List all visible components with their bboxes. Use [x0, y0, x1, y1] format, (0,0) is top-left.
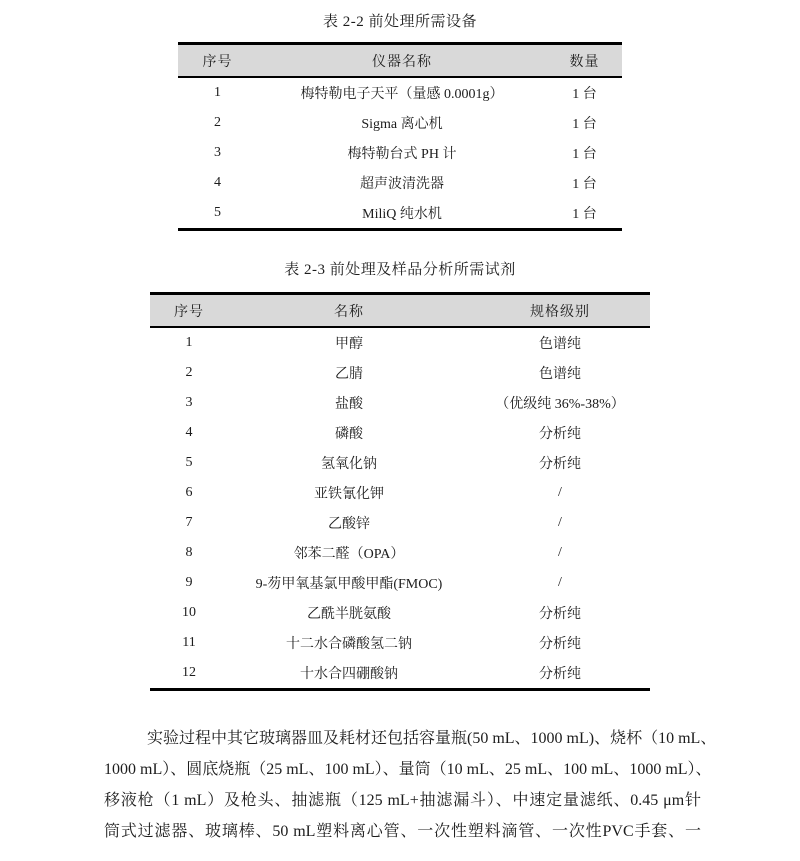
table-cell: 7	[185, 515, 193, 530]
column-header-index: 序号	[174, 304, 204, 320]
table-row	[178, 77, 622, 108]
reagent-table	[150, 292, 650, 691]
table-cell: Sigma 离心机	[361, 117, 443, 132]
table-cell: （优级纯 36%-38%）	[495, 397, 625, 412]
table-row	[150, 388, 650, 418]
table-cell: MiliQ 纯水机	[362, 207, 442, 222]
table-cell: /	[558, 545, 562, 560]
table-cell: 氢氧化钠	[321, 457, 377, 472]
table-cell: 4	[214, 175, 221, 190]
table-cell: 12	[182, 665, 196, 680]
table-cell: 2	[214, 115, 221, 130]
table-row	[150, 508, 650, 538]
table-header-row	[178, 44, 622, 78]
equipment-table-body	[178, 77, 622, 230]
table-cell: /	[558, 485, 562, 500]
table-cell: 分析纯	[539, 667, 581, 682]
table-cell: 10	[182, 605, 196, 620]
table-cell: 11	[182, 635, 196, 650]
table1-caption: 表 2-2 前处理所需设备	[323, 14, 477, 30]
table-cell: /	[558, 575, 562, 590]
table-cell: 分析纯	[539, 427, 581, 442]
table-cell: 磷酸	[335, 427, 363, 442]
table-cell: 乙腈	[335, 367, 363, 382]
table-cell: 1 台	[572, 147, 597, 162]
table-row	[150, 538, 650, 568]
table-cell: 梅特勒电子天平（量感 0.0001g）	[300, 87, 504, 102]
table-cell: 1 台	[572, 87, 597, 102]
table-row	[150, 327, 650, 358]
table-cell: 色谱纯	[539, 337, 581, 352]
table-cell: 5	[185, 455, 193, 470]
table-row	[150, 598, 650, 628]
table-row	[150, 628, 650, 658]
table-cell: 梅特勒台式 PH 计	[347, 147, 457, 162]
table-cell: 1 台	[572, 117, 597, 132]
table-row	[150, 658, 650, 690]
table-cell: 1 台	[572, 177, 597, 192]
table-header-row	[150, 294, 650, 328]
table-row	[178, 168, 622, 198]
table-cell: 超声波清洗器	[360, 177, 444, 192]
table-cell: 盐酸	[335, 397, 363, 412]
column-header-reagent-name: 名称	[334, 304, 364, 320]
table-cell: 色谱纯	[539, 367, 581, 382]
table-cell: 分析纯	[539, 607, 581, 622]
column-header-quantity: 数量	[569, 54, 600, 70]
table-cell: 3	[214, 145, 221, 160]
table-cell: 十二水合磷酸氢二钠	[286, 637, 412, 652]
paragraph-line: 1000 mL）、圆底烧瓶（25 mL、100 mL）、量筒（10 mL、25 mL、100 mL、1000 mL）、	[104, 761, 712, 778]
table-cell: 乙酸锌	[328, 517, 370, 532]
table-cell: 分析纯	[539, 457, 581, 472]
paragraph-line: 移液枪（1 mL）及枪头、抽滤瓶（125 mL+抽滤漏斗）、中速定量滤纸、0.45 μm针	[104, 792, 701, 809]
table-cell: 1	[214, 85, 221, 100]
table-cell: 8	[185, 545, 193, 560]
table2-caption: 表 2-3 前处理及样品分析所需试剂	[284, 262, 516, 278]
table-cell: 1	[185, 335, 193, 350]
table-cell: 乙酰半胱氨酸	[307, 607, 391, 622]
table-row	[178, 108, 622, 138]
table-cell: 分析纯	[539, 637, 581, 652]
table-cell: 十水合四硼酸钠	[300, 667, 398, 682]
table-row	[150, 568, 650, 598]
table-cell: 2	[185, 365, 193, 380]
table-cell: 9-芴甲氧基氯甲酸甲酯(FMOC)	[255, 577, 443, 592]
table-cell: 1 台	[572, 207, 597, 222]
paragraph-line: 筒式过滤器、玻璃棒、50 mL塑料离心管、一次性塑料滴管、一次性PVC手套、一	[104, 823, 701, 840]
table-row	[178, 138, 622, 168]
reagent-table-body	[150, 327, 650, 690]
table-cell: 3	[185, 395, 193, 410]
table-cell: 9	[185, 575, 193, 590]
column-header-instrument-name: 仪器名称	[372, 54, 432, 70]
table-cell: 4	[185, 425, 193, 440]
table-row	[150, 448, 650, 478]
table-cell: 亚铁氰化钾	[314, 487, 384, 502]
body-paragraph	[104, 723, 717, 847]
equipment-table-header	[178, 44, 622, 78]
table-cell: 邻苯二醛（OPA）	[293, 547, 405, 562]
table-row	[150, 478, 650, 508]
equipment-table	[178, 42, 622, 231]
table-cell: 5	[214, 205, 221, 220]
table-row	[150, 418, 650, 448]
table-cell: 6	[185, 485, 193, 500]
table-cell: /	[558, 515, 562, 530]
column-header-grade: 规格级别	[530, 304, 590, 320]
paragraph-line: 实验过程中其它玻璃器皿及耗材还包括容量瓶(50 mL、1000 mL)、烧杯（10 mL、	[147, 730, 717, 747]
table-cell: 甲醇	[335, 337, 363, 352]
table-row	[178, 198, 622, 230]
table-row	[150, 358, 650, 388]
reagent-table-header	[150, 294, 650, 328]
column-header-index: 序号	[202, 54, 233, 70]
